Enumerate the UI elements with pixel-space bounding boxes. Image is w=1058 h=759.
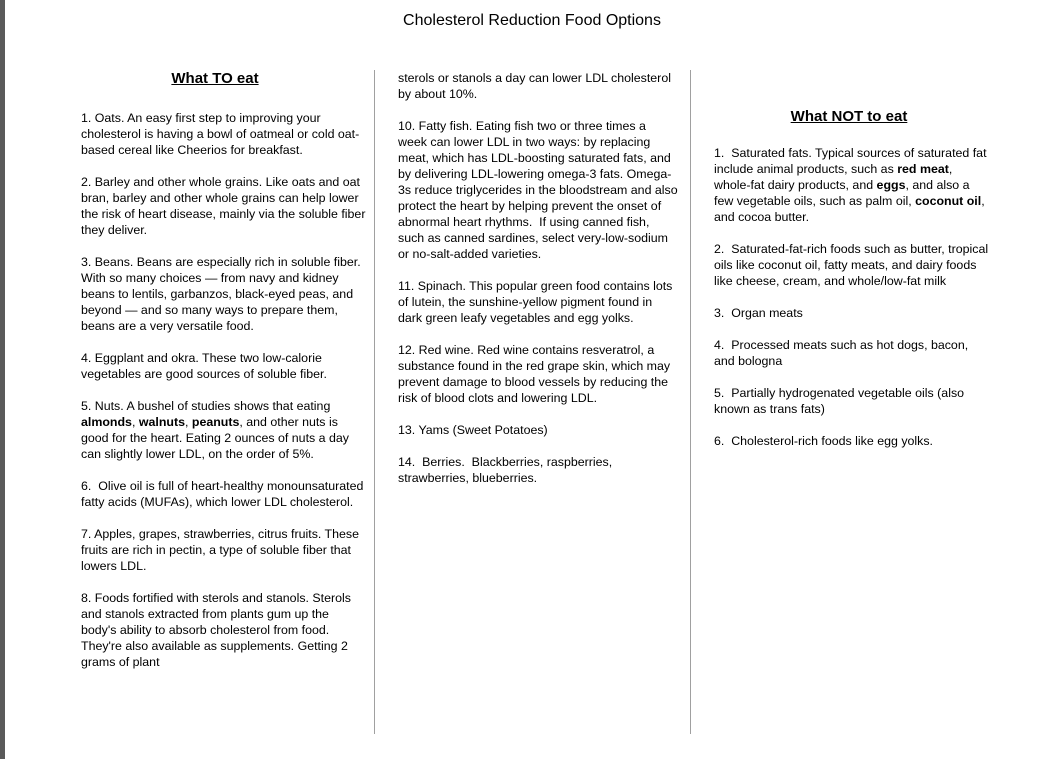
sat-fats-text: 1. Saturated fats. Typical sources of saturated fat include animal products, such as <box>714 146 990 176</box>
sat-fats-text-end: , and cocoa butter. <box>714 194 989 224</box>
column-what-to-eat-continued <box>398 70 682 502</box>
heading-what-to-eat: What TO eat <box>171 70 259 87</box>
list-item-barley: 2. Barley and other whole grains. Like oats and oat bran, barley and other whole grains can help lower the risk of heart disease, mainly via the soluble fiber they deliver. <box>81 175 369 237</box>
sat-fats-text-mid2: , and also a few vegetable oils, such as palm oil, <box>714 178 973 208</box>
column-divider-1 <box>374 70 375 734</box>
list-item-berries: 14. Berries. Blackberries, raspberries, strawberries, blueberries. <box>398 455 616 485</box>
bold-almonds: almonds <box>81 415 132 429</box>
list-item-organ-meats: 3. Organ meats <box>714 306 803 320</box>
page-title: Cholesterol Reduction Food Options <box>403 12 661 29</box>
list-item-egg-yolks: 6. Cholesterol-rich foods like egg yolks. <box>714 434 934 448</box>
list-item-fruits: 7. Apples, grapes, strawberries, citrus fruits. These fruits are rich in pectin, a type of soluble fiber that lowers LDL. <box>81 527 363 573</box>
viewer-left-edge <box>0 0 5 759</box>
bold-red-meat: red meat <box>897 162 949 176</box>
column-divider-2 <box>690 70 691 734</box>
list-item-spinach: 11. Spinach. This popular green food contains lots of lutein, the sunshine-yellow pigment found in dark green leafy vegetables and egg yolks. <box>398 279 676 325</box>
sat-fats-text-mid1: , whole-fat dairy products, and <box>714 162 956 192</box>
bold-coconut-oil: coconut oil <box>915 194 982 208</box>
list-item-sterols-continued: sterols or stanols a day can lower LDL cholesterol by about 10%. <box>398 71 675 101</box>
bold-eggs: eggs <box>876 178 906 192</box>
nuts-sep-1: , <box>131 415 139 429</box>
list-item-yams: 13. Yams (Sweet Potatoes) <box>398 423 548 437</box>
bold-peanuts: peanuts <box>191 415 240 429</box>
nuts-text-end: , and other nuts is good for the heart. Eating 2 ounces of nuts a day can slightly lower LDL, on the order of 5%. <box>81 415 353 461</box>
nuts-sep-2: , <box>184 415 192 429</box>
list-item-trans-fats: 5. Partially hydrogenated vegetable oils (also known as trans fats) <box>714 386 968 416</box>
list-item-oats: 1. Oats. An easy first step to improving your cholesterol is having a bowl of oatmeal or cold oat-based cereal like Cheerios for breakfast. <box>81 111 360 157</box>
heading-what-not-to-eat: What NOT to eat <box>790 108 908 125</box>
list-item-red-wine: 12. Red wine. Red wine contains resveratrol, a substance found in the red grape skin, which may prevent damage to blood vessels by reducing the risk of blood clots and lowering LDL. <box>398 343 674 405</box>
list-item-eggplant-okra: 4. Eggplant and okra. These two low-calorie vegetables are good sources of soluble fiber. <box>81 351 327 381</box>
list-item-nuts <box>81 398 366 462</box>
column-what-to-eat <box>81 70 369 686</box>
list-item-saturated-fats <box>714 145 989 225</box>
list-item-sterols: 8. Foods fortified with sterols and stanols. Sterols and stanols extracted from plants gum up the body's ability to absorb cholesterol from food. They're also available as supplements. Getting 2 grams of plant <box>81 591 355 669</box>
bold-walnuts: walnuts <box>138 415 185 429</box>
list-item-olive-oil: 6. Olive oil is full of heart-healthy monounsaturated fatty acids (MUFAs), which lower LDL cholesterol. <box>81 479 367 509</box>
list-item-fatty-fish: 10. Fatty fish. Eating fish two or three times a week can lower LDL in two ways: by replacing meat, which has LDL-boosting saturated fats, and by delivering LDL-lowering omega-3 fats. Omega-3s reduce triglycerides in the bloodstream and also protect the heart by helping prevent the onset of abnormal heart rhythms. If using canned fish, such as canned sardines, select very-low-sodium or no-salt-added varieties. <box>398 119 682 261</box>
list-item-saturated-fat-foods: 2. Saturated-fat-rich foods such as butter, tropical oils like coconut oil, fatty meats, and dairy foods like cheese, cream, and whole/low-fat milk <box>714 242 992 288</box>
column-what-not-to-eat <box>714 108 992 465</box>
nuts-text: 5. Nuts. A bushel of studies shows that eating <box>81 399 334 413</box>
list-item-processed-meats: 4. Processed meats such as hot dogs, bacon, and bologna <box>714 338 972 368</box>
list-item-beans: 3. Beans. Beans are especially rich in soluble fiber. With so many choices — from navy and kidney beans to lentils, garbanzos, black-eyed peas, and beyond — and so many ways to prepare them, beans are a very versatile food. <box>81 255 365 333</box>
